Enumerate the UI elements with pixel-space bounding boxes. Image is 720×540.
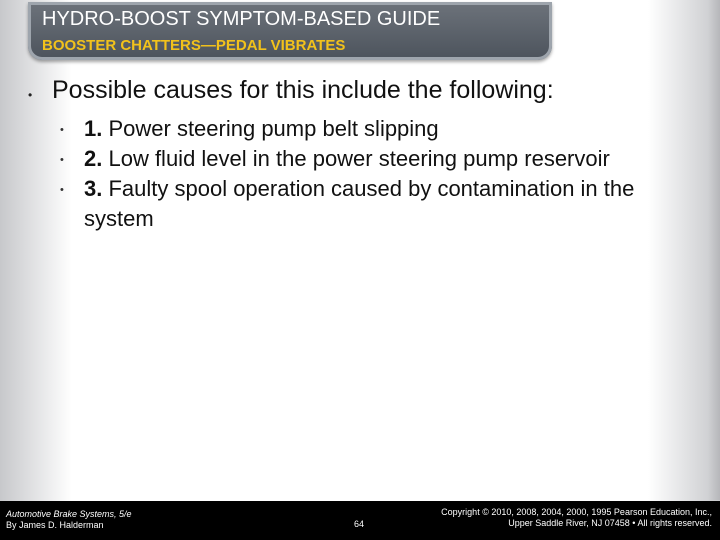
page-number: 64	[354, 519, 365, 529]
copyright-line-1: Copyright © 2010, 2008, 2004, 2000, 1995 Pearson Education, Inc.,	[441, 507, 712, 517]
item-text: Power steering pump belt slipping	[102, 116, 439, 141]
list-item	[60, 174, 680, 234]
bullet-icon: •	[60, 124, 64, 136]
slide-title: HYDRO-BOOST SYMPTOM-BASED GUIDE	[42, 8, 441, 30]
list-item	[60, 114, 680, 144]
footer-credits	[6, 509, 132, 531]
footer-author: By James D. Halderman	[6, 520, 104, 530]
footer-copyright	[441, 507, 712, 529]
item-text: Faulty spool operation caused by contamination in the system	[84, 176, 635, 231]
item-text: Low fluid level in the power steering pump reservoir	[102, 146, 610, 171]
footer-bar	[0, 501, 720, 540]
item-number: 1.	[84, 116, 103, 141]
item-number: 3.	[84, 176, 103, 201]
background-shade	[708, 0, 720, 500]
bullet-icon: •	[60, 154, 64, 166]
bullet-icon: •	[28, 88, 33, 102]
slide-subtitle: BOOSTER CHATTERS—PEDAL VIBRATES	[42, 37, 346, 54]
copyright-line-2: Upper Saddle River, NJ 07458 • All rights reserved.	[508, 518, 712, 528]
cause-list	[60, 114, 680, 234]
bullet-icon: •	[60, 184, 64, 196]
lead-text: Possible causes for this include the following:	[52, 76, 554, 104]
footer-book-title: Automotive Brake Systems, 5/e	[6, 509, 132, 519]
list-item	[60, 144, 680, 174]
item-number: 2.	[84, 146, 103, 171]
